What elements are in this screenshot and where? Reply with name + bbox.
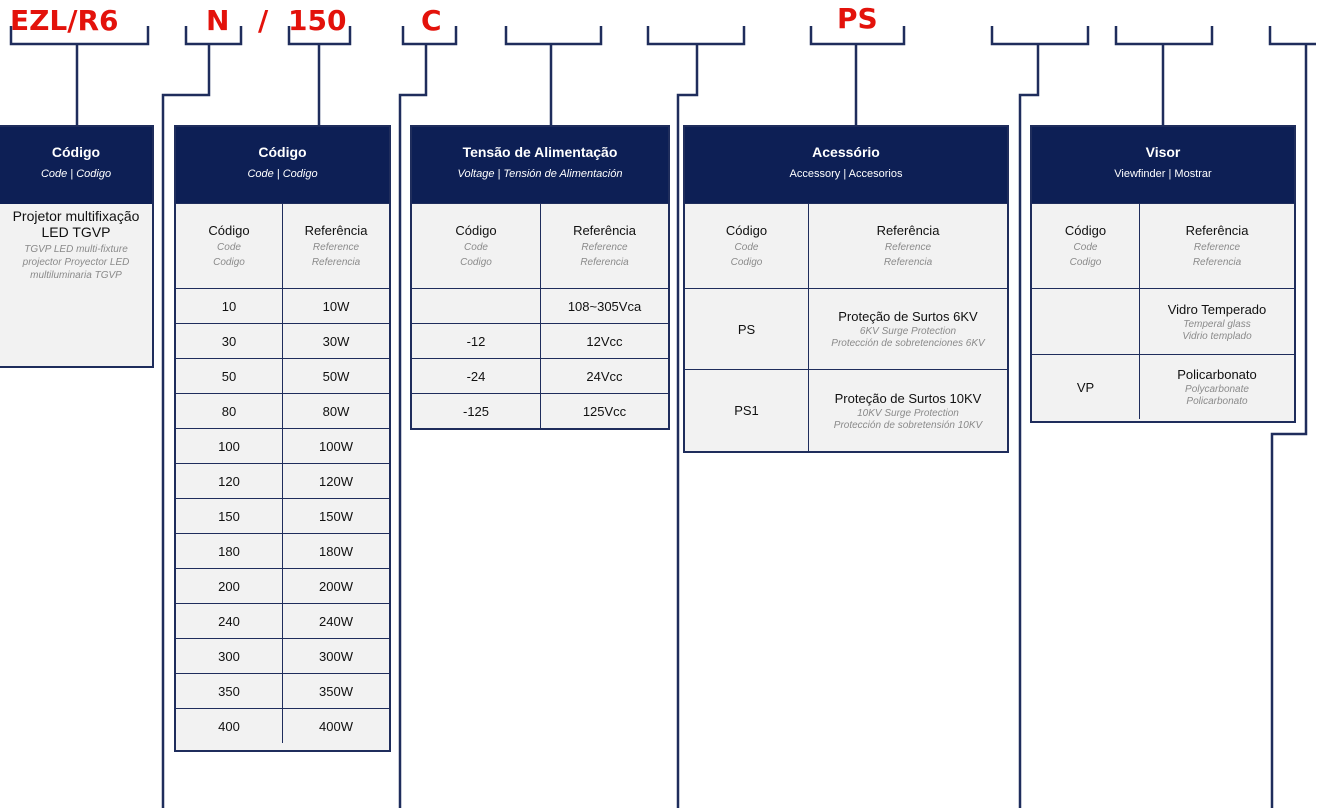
column-header-reference-es: Referencia bbox=[580, 257, 629, 268]
table-row bbox=[176, 708, 389, 743]
voltage-column-headers bbox=[412, 203, 668, 288]
table-row bbox=[685, 288, 1007, 369]
reference-cell: 12Vcc bbox=[540, 324, 668, 358]
code-cell: VP bbox=[1076, 379, 1095, 395]
table-row bbox=[685, 369, 1007, 451]
visor-title: Visor bbox=[1145, 144, 1181, 160]
reference-es: Vidrio templado bbox=[1182, 330, 1252, 342]
reference-cell: 300W bbox=[282, 639, 389, 673]
reference-en: Polycarbonate bbox=[1185, 384, 1249, 395]
code-cell: 350 bbox=[218, 683, 240, 699]
reference-cell: 108~305Vca bbox=[540, 289, 668, 323]
reference-en: 10KV Surge Protection bbox=[857, 407, 959, 419]
table-row bbox=[176, 498, 389, 533]
reference-cell: 400W bbox=[282, 709, 389, 743]
column-header-code-es: Codigo bbox=[460, 257, 492, 268]
column-header-code-en: Code bbox=[464, 242, 488, 253]
column-header-code-en: Code bbox=[1073, 242, 1098, 253]
code-cell: 150 bbox=[218, 508, 240, 524]
reference-en: 6KV Surge Protection bbox=[859, 326, 957, 337]
reference-cell: 100W bbox=[282, 429, 389, 463]
reference-en: Temperal glass bbox=[1183, 318, 1251, 330]
column-header-code-es: Codigo bbox=[213, 257, 245, 268]
table-row bbox=[176, 603, 389, 638]
column-header-code-es: Codigo bbox=[1069, 257, 1102, 268]
column-header-code-en: Code bbox=[217, 242, 241, 253]
code-cell: 100 bbox=[218, 438, 240, 454]
voltage-title: Tensão de Alimentação bbox=[462, 144, 618, 160]
code-cell: 50 bbox=[221, 368, 237, 384]
column-header-reference: Referência bbox=[876, 223, 940, 238]
accessory-title: Acessório bbox=[812, 144, 880, 160]
code-cell: -12 bbox=[466, 333, 486, 349]
column-header-reference-en: Reference bbox=[581, 242, 628, 253]
reference-cell: 200W bbox=[282, 569, 389, 603]
power-table bbox=[174, 125, 391, 752]
table-row bbox=[176, 358, 389, 393]
table-row bbox=[412, 358, 668, 393]
reference-cell: 120W bbox=[282, 464, 389, 498]
code-cell: -125 bbox=[462, 403, 490, 419]
table-row bbox=[412, 393, 668, 428]
reference-cell: 50W bbox=[282, 359, 389, 393]
column-header-code-es: Codigo bbox=[730, 257, 763, 268]
code-cell: 120 bbox=[218, 473, 240, 489]
reference-cell: Proteção de Surtos 6KV bbox=[838, 309, 978, 324]
column-header-reference-en: Reference bbox=[1193, 242, 1241, 253]
column-header-reference: Referência bbox=[1185, 223, 1249, 238]
table-row bbox=[176, 568, 389, 603]
reference-cell: 80W bbox=[282, 394, 389, 428]
code-cell: 80 bbox=[221, 403, 237, 419]
table-row bbox=[176, 673, 389, 708]
column-header-code: Código bbox=[208, 223, 250, 238]
table-row bbox=[176, 428, 389, 463]
code-segment-series: EZL/R6 bbox=[10, 4, 119, 37]
reference-es: Policarbonato bbox=[1186, 396, 1248, 407]
code-cell: 180 bbox=[218, 543, 240, 559]
product-translations: TGVP LED multi-fixture projector Proyector LED multiluminaria TGVP bbox=[22, 244, 130, 281]
column-header-reference-es: Referencia bbox=[883, 257, 933, 268]
column-header-reference-es: Referencia bbox=[311, 257, 361, 268]
code-cell bbox=[412, 289, 540, 323]
column-header-reference: Referência bbox=[573, 223, 636, 238]
accessory-table bbox=[683, 125, 1009, 453]
code-cell: 300 bbox=[218, 648, 240, 664]
product-name: Projetor multifixação LED TGVP bbox=[12, 208, 140, 240]
code-cell: 400 bbox=[218, 718, 240, 734]
table-row bbox=[1032, 354, 1294, 419]
code-cell: -24 bbox=[466, 368, 486, 384]
code-cell: 200 bbox=[218, 578, 240, 594]
column-header-code: Código bbox=[1064, 223, 1107, 238]
code-cell: PS bbox=[737, 321, 756, 337]
table-row bbox=[176, 323, 389, 358]
voltage-subtitle: Voltage | Tensión de Alimentación bbox=[457, 168, 623, 180]
accessory-column-headers bbox=[685, 203, 1007, 288]
voltage-table bbox=[410, 125, 670, 430]
reference-es: Protección de sobretensión 10KV bbox=[833, 419, 983, 431]
column-header-code-en: Code bbox=[734, 242, 759, 253]
product-title: Código bbox=[51, 144, 101, 160]
column-header-reference-es: Referencia bbox=[1192, 257, 1242, 268]
reference-cell: 10W bbox=[282, 289, 389, 323]
table-row bbox=[176, 638, 389, 673]
table-row bbox=[1032, 288, 1294, 354]
reference-cell: 150W bbox=[282, 499, 389, 533]
table-row bbox=[176, 288, 389, 323]
code-segment-accessory: PS bbox=[837, 2, 878, 35]
power-column-headers bbox=[176, 203, 389, 288]
column-header-code: Código bbox=[455, 223, 497, 238]
code-segment-n: N bbox=[206, 4, 230, 37]
reference-cell: 125Vcc bbox=[540, 394, 668, 428]
code-cell: 30 bbox=[221, 333, 237, 349]
reference-cell: 30W bbox=[282, 324, 389, 358]
column-header-reference: Referência bbox=[304, 223, 368, 238]
table-row bbox=[412, 288, 668, 323]
code-cell: PS1 bbox=[734, 403, 759, 418]
visor-subtitle: Viewfinder | Mostrar bbox=[1114, 168, 1212, 180]
reference-cell: Vidro Temperado bbox=[1167, 301, 1267, 317]
code-segment-power: 150 bbox=[288, 4, 347, 37]
reference-cell: 240W bbox=[282, 604, 389, 638]
column-header-code: Código bbox=[725, 223, 768, 238]
reference-cell: Policarbonato bbox=[1177, 367, 1257, 382]
table-row bbox=[176, 393, 389, 428]
visor-column-headers bbox=[1032, 203, 1294, 288]
column-header-reference-en: Reference bbox=[312, 242, 360, 253]
reference-cell: 180W bbox=[282, 534, 389, 568]
code-separator: / bbox=[258, 4, 269, 37]
table-row bbox=[176, 463, 389, 498]
reference-cell: Proteção de Surtos 10KV bbox=[834, 390, 982, 406]
code-cell: 10 bbox=[221, 298, 237, 314]
reference-es: Protección de sobretenciones 6KV bbox=[831, 338, 985, 349]
table-row bbox=[412, 323, 668, 358]
reference-cell: 350W bbox=[282, 674, 389, 708]
power-title: Código bbox=[258, 144, 307, 160]
column-header-reference-en: Reference bbox=[884, 242, 932, 253]
code-cell: 240 bbox=[218, 613, 240, 629]
power-subtitle: Code | Codigo bbox=[247, 168, 318, 180]
accessory-subtitle: Accessory | Accesorios bbox=[789, 168, 903, 180]
table-row bbox=[176, 533, 389, 568]
product-subtitle: Code | Codigo bbox=[40, 168, 112, 180]
visor-table bbox=[1030, 125, 1296, 423]
code-segment-color: C bbox=[421, 4, 442, 37]
reference-cell: 24Vcc bbox=[540, 359, 668, 393]
product-table bbox=[0, 125, 154, 368]
code-cell bbox=[1032, 289, 1139, 354]
